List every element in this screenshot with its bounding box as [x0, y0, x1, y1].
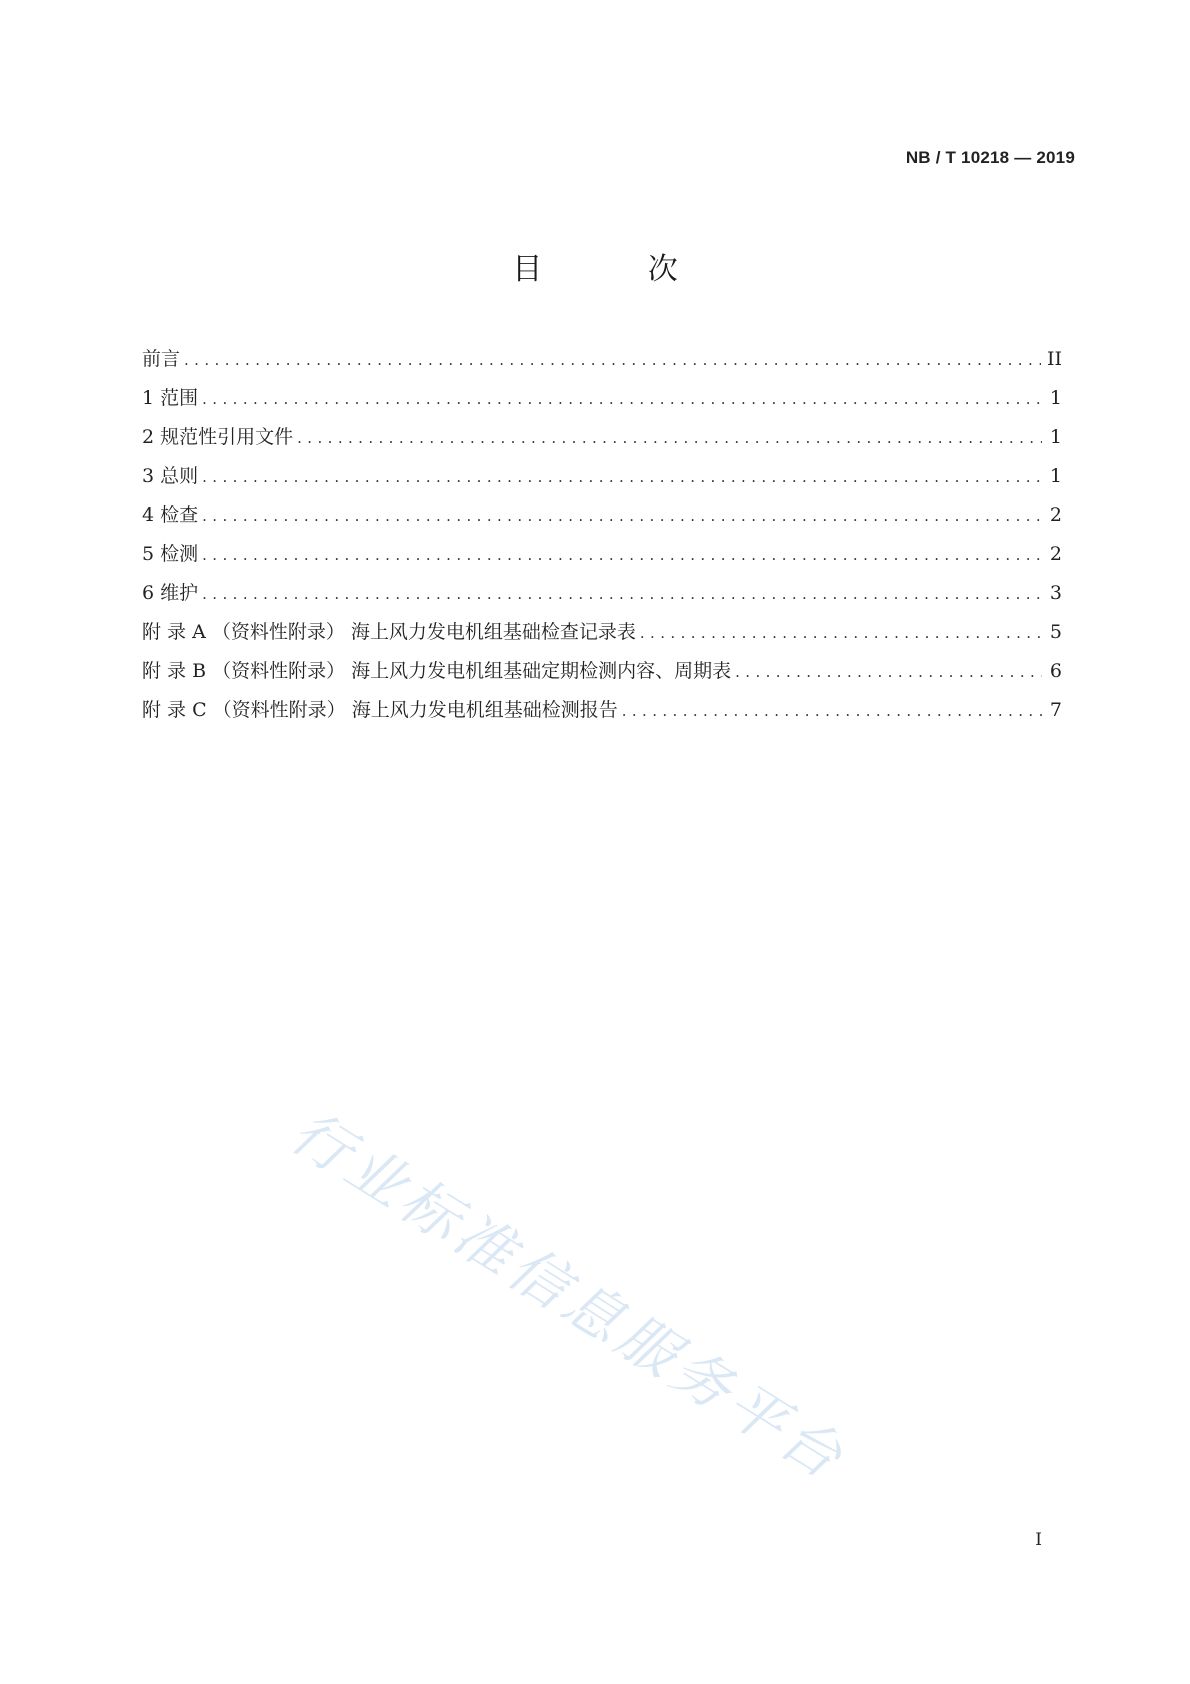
toc-leader-dots — [202, 536, 1042, 575]
toc-leader-dots — [735, 653, 1042, 692]
toc-entry-appendix-a[interactable] — [142, 613, 1062, 652]
toc-leader-dots — [202, 380, 1042, 419]
toc-entry-page: 1 — [1049, 387, 1062, 409]
toc-leader-dots — [202, 575, 1042, 614]
page-number: I — [1035, 1530, 1042, 1550]
toc-leader-dots — [202, 458, 1042, 497]
toc-entry-label: 4 检查 — [142, 504, 199, 526]
toc-entry-label: 6 维护 — [142, 582, 199, 604]
toc-entry-maintenance[interactable] — [142, 574, 1062, 613]
toc-leader-dots — [640, 614, 1042, 653]
table-of-contents — [142, 340, 1062, 730]
toc-entry-label: 1 范围 — [142, 387, 199, 409]
toc-leader-dots — [202, 497, 1042, 536]
toc-entry-page: II — [1046, 348, 1062, 370]
toc-entry-scope[interactable] — [142, 379, 1062, 418]
toc-entry-label: 前言 — [142, 348, 181, 370]
watermark: 行业标准信息服务平台 — [279, 1097, 859, 1495]
toc-entry-testing[interactable] — [142, 535, 1062, 574]
toc-entry-page: 1 — [1049, 426, 1062, 448]
toc-entry-foreword[interactable] — [142, 340, 1062, 379]
toc-entry-page: 2 — [1049, 504, 1062, 526]
toc-entry-page: 3 — [1049, 582, 1062, 604]
toc-entry-page: 5 — [1049, 621, 1062, 643]
toc-entry-page: 2 — [1049, 543, 1062, 565]
toc-entry-label: 2 规范性引用文件 — [142, 426, 294, 448]
toc-entry-label: 附 录 B （资料性附录） 海上风力发电机组基础定期检测内容、周期表 — [142, 660, 732, 682]
toc-entry-label: 附 录 C （资料性附录） 海上风力发电机组基础检测报告 — [142, 699, 618, 721]
toc-title: 目 次 — [512, 252, 726, 287]
toc-entry-page: 7 — [1049, 699, 1062, 721]
toc-entry-appendix-b[interactable] — [142, 652, 1062, 691]
standard-code: NB / T 10218 — 2019 — [905, 148, 1075, 167]
toc-entry-appendix-c[interactable] — [142, 691, 1062, 730]
toc-entry-normative-references[interactable] — [142, 418, 1062, 457]
toc-entry-general[interactable] — [142, 457, 1062, 496]
toc-leader-dots — [184, 341, 1041, 380]
toc-entry-label: 附 录 A （资料性附录） 海上风力发电机组基础检查记录表 — [142, 621, 636, 643]
toc-entry-inspection[interactable] — [142, 496, 1062, 535]
toc-entry-label: 3 总则 — [142, 465, 199, 487]
toc-entry-page: 6 — [1049, 660, 1062, 682]
toc-entry-label: 5 检测 — [142, 543, 199, 565]
toc-entry-page: 1 — [1049, 465, 1062, 487]
toc-leader-dots — [622, 692, 1042, 731]
toc-leader-dots — [297, 419, 1042, 458]
